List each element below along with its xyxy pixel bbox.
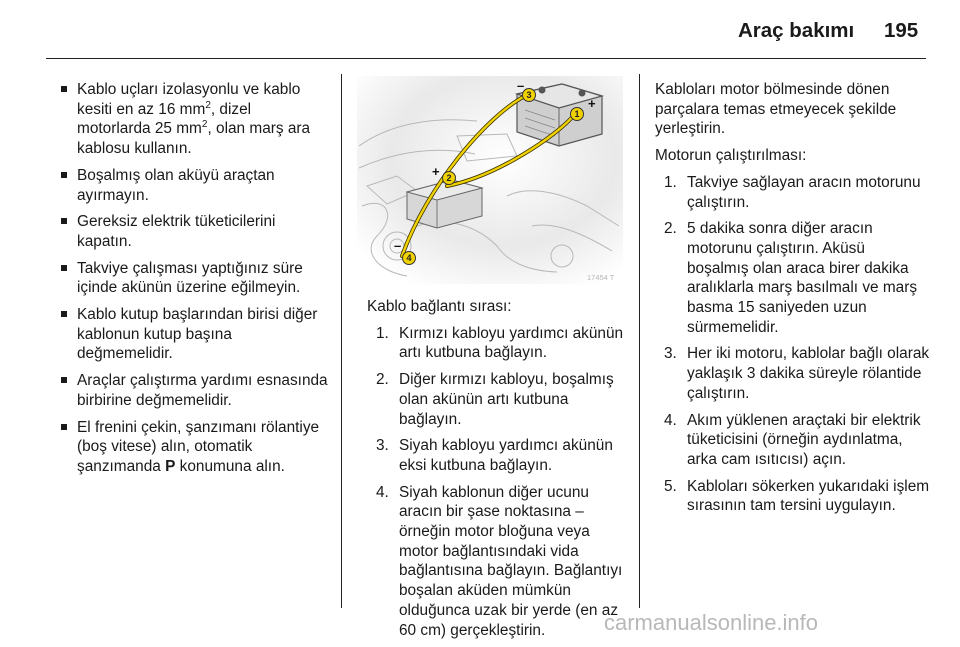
safety-bullet-list <box>56 80 328 484</box>
list-item: 1. Takviye sağlayan aracın motorunu çalıştırın. <box>664 173 921 211</box>
list-item: 2. 5 dakika sonra diğer aracın motorunu çalıştırın. Aküsü boşalmış olan araca birer dakika aralıklarla marş basılmalı ve marş basma 15 saniyeden uzun sürmemelidir. <box>664 220 918 336</box>
bullet-square-icon <box>61 172 67 178</box>
svg-text:2: 2 <box>446 173 452 183</box>
minus-sign-icon: – <box>394 238 402 253</box>
list-item: Gereksiz elektrik tüketicilerini kapatın. <box>56 212 328 251</box>
figure-code: 17454 T <box>587 273 615 282</box>
jump-start-illustration <box>357 76 623 284</box>
section-heading: Kablo bağlantı sırası: <box>367 298 512 315</box>
list-item: 3. Siyah kabloyu yardımcı akünün eksi kutbuna bağlayın. <box>376 437 613 474</box>
bullet-square-icon <box>61 424 67 430</box>
plus-sign-icon: + <box>588 96 596 111</box>
list-item: 5. Kabloları sökerken yukarıdaki işlem sırasının tam tersini uygulayın. <box>664 477 930 515</box>
list-item: Takviye çalışması yaptığınız süre içinde akünün üzerine eğilmeyin. <box>56 259 328 298</box>
engine-start-section <box>655 80 930 523</box>
svg-text:3: 3 <box>526 90 532 100</box>
list-item: Boşalmış olan aküyü araçtan ayırmayın. <box>56 166 328 205</box>
cable-connection-section <box>367 297 629 647</box>
marker-3 <box>523 89 536 102</box>
list-item: Kablo kutup başlarından birisi diğer kablonun kutup başına değmemelidir. <box>56 305 328 364</box>
list-item: Araçlar çalıştırma yardımı esnasında birbirine değmemelidir. <box>56 371 328 410</box>
minus-sign-icon: – <box>517 78 525 93</box>
page-number: 195 <box>884 19 919 42</box>
column-divider-left <box>341 74 342 608</box>
header-divider <box>46 58 926 59</box>
svg-text:1: 1 <box>574 109 580 119</box>
intro-paragraph: Kabloları motor bölmesinde dönen parçalara temas etmeyecek şekilde yerleştirin. <box>655 81 897 138</box>
column-divider-right <box>639 74 640 608</box>
list-item: 3. Her iki motoru, kablolar bağlı olarak yaklaşık 3 dakika süreyle rölantide çalıştırın. <box>664 345 930 402</box>
bullet-square-icon <box>61 311 67 317</box>
marker-2 <box>443 172 456 185</box>
section-heading: Motorun çalıştırılması: <box>655 147 807 165</box>
plus-sign-icon: + <box>432 164 440 179</box>
page-header-title: Araç bakımı <box>738 19 855 42</box>
list-item: 4. Akım yüklenen araçtaki bir elektrik tüketicisini (örneğin aydınlatma, arka cam ısıtıcısı) açın. <box>664 411 921 468</box>
list-item: El frenini çekin, şanzımanı rölantiye (boş vitese) alın, otomatik şanzımanda P konumuna alın. <box>56 418 328 477</box>
list-item: Kablo uçları izolasyonlu ve kablo kesiti en az 16 $mm^2$, dizel motorlarda 25 $mm^2$, olan marş ara kablosu kullanın. <box>56 80 328 159</box>
list-item: 1. Kırmızı kabloyu yardımcı akünün artı kutbuna bağlayın. <box>376 324 624 362</box>
watermark: carmanualsonline.info <box>604 610 819 635</box>
list-item: 4. Siyah kablonun diğer ucunu aracın bir şase noktasına – örneğin motor bloğuna veya motor bağlantısındaki vida bağlantısına bağlayın. Bağlantıyı boşalan aküden mümkün olduğunca uzak bir yerde (en az 60 cm) gerçekleştirin. <box>376 483 623 639</box>
marker-1 <box>571 108 584 121</box>
bullet-square-icon <box>61 218 67 224</box>
bullet-square-icon <box>61 377 67 383</box>
bullet-square-icon <box>61 86 67 92</box>
marker-4 <box>403 252 416 265</box>
svg-text:4: 4 <box>406 253 412 263</box>
bullet-square-icon <box>61 265 67 271</box>
list-item: 2. Diğer kırmızı kabloyu, boşalmış olan akünün artı kutbuna bağlayın. <box>376 371 614 428</box>
